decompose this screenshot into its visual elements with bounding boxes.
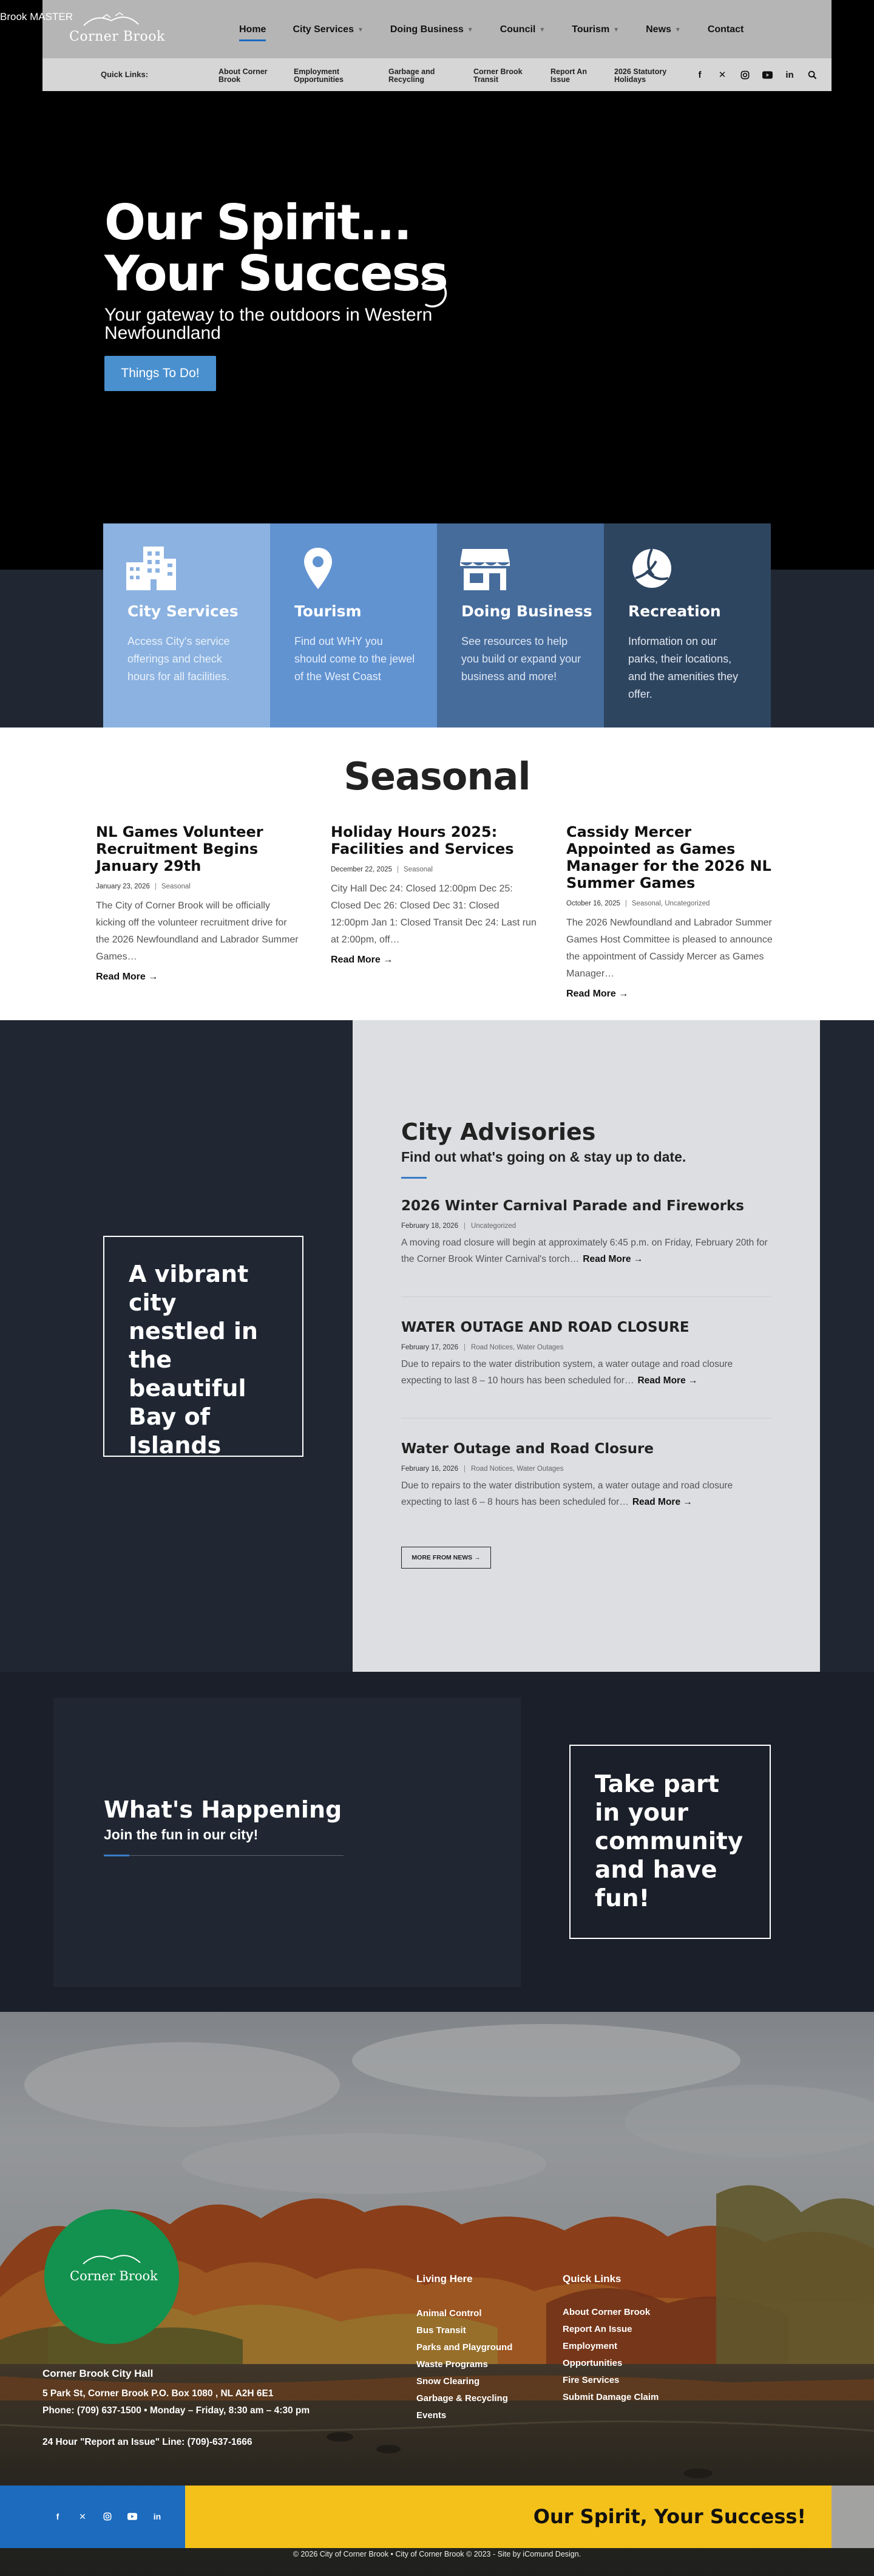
x-icon[interactable]: ✕	[79, 2511, 86, 2521]
footer-quick-links-list	[563, 2304, 659, 2406]
post-excerpt: The 2026 Newfoundland and Labrador Summer Games Host Committee is pleased to announce the appointment of Cassidy Mercer as Games Manager…	[566, 918, 773, 979]
storefront-icon	[459, 544, 511, 593]
advisory-title[interactable]: WATER OUTAGE AND ROAD CLOSURE	[401, 1320, 689, 1335]
site-title-label: Brook MASTER	[0, 11, 73, 22]
seal-text: Corner Brook	[70, 2269, 158, 2283]
footer-link[interactable]: Employment Opportunities	[563, 2341, 623, 2368]
city-buildings-icon	[125, 544, 177, 593]
nav-item-doing-business[interactable]	[377, 21, 487, 39]
city-hall-address: 5 Park St, Corner Brook P.O. Box 1080 , NL A2H 6E1	[42, 2388, 274, 2399]
nav-label: Council	[500, 24, 536, 35]
footer-link[interactable]: About Corner Brook	[563, 2307, 651, 2317]
post-meta	[566, 900, 773, 907]
card-title: City Services	[127, 602, 239, 620]
copyright-text: © 2026 City of Corner Brook • City of Corner Brook © 2023 - Site by iComund Design.	[293, 2550, 581, 2558]
card-title: Tourism	[294, 602, 362, 620]
chevron-down-icon: ▼	[613, 27, 620, 33]
post-category[interactable]: Seasonal	[161, 883, 191, 890]
take-part-text: Take part in your community and have fun!	[595, 1771, 744, 1912]
quick-link-employment[interactable]: Employment Opportunities	[294, 67, 344, 84]
advisory-excerpt	[401, 1356, 771, 1389]
whats-happening-subtitle: Join the fun in our city!	[104, 1827, 259, 1842]
advisory-item	[401, 1198, 771, 1267]
meta-separator: |	[397, 866, 399, 873]
advisory-date: February 18, 2026	[401, 1222, 458, 1230]
linkedin-icon[interactable]: in	[785, 69, 794, 80]
advisory-excerpt-text: Due to repairs to the water distribution system, a water outage and road closure expecting to last 6 – 8 hours has been scheduled for…	[401, 1481, 733, 1507]
post-card	[331, 823, 537, 966]
report-issue-line: 24 Hour "Report an Issue" Line: (709)-637-1666	[42, 2437, 252, 2447]
footer-link[interactable]: Snow Clearing	[416, 2376, 480, 2387]
quick-links-label: Quick Links:	[101, 70, 149, 79]
post-title[interactable]: NL Games Volunteer Recruitment Begins January 29th	[96, 823, 263, 874]
vibrant-city-text: A vibrant city nestled in the beautiful Bay of Islands	[129, 1261, 258, 1459]
post-card	[566, 823, 773, 1000]
living-here-list	[416, 2305, 512, 2424]
advisory-category[interactable]: Uncategorized	[470, 1222, 517, 1230]
card-recreation[interactable]	[604, 523, 771, 727]
header-social-icons	[692, 67, 820, 83]
main-nav-bar	[42, 0, 832, 58]
nav-item-home[interactable]	[226, 21, 279, 39]
living-here-heading: Living Here	[416, 2273, 473, 2285]
volleyball-icon	[626, 544, 678, 593]
footer-link[interactable]: Events	[416, 2410, 447, 2421]
advisory-divider	[401, 1418, 771, 1419]
site-logo[interactable]	[66, 7, 165, 51]
seal-birds-icon	[78, 2247, 145, 2269]
card-text: Find out WHY you should come to the jewel of the West Coast	[294, 635, 415, 683]
advisory-item	[401, 1441, 771, 1510]
post-date: October 16, 2025	[566, 900, 620, 907]
post-date: December 22, 2025	[331, 866, 393, 873]
read-more-link[interactable]: Read More →	[637, 1375, 698, 1386]
advisory-meta	[401, 1465, 771, 1473]
advisory-title[interactable]: Water Outage and Road Closure	[401, 1441, 654, 1457]
nav-item-council[interactable]	[487, 21, 559, 39]
footer-slogan: Our Spirit, Your Success!	[533, 2505, 806, 2528]
read-more-link[interactable]: Read More →	[632, 1497, 693, 1507]
footer-link[interactable]: Animal Control	[416, 2308, 482, 2319]
primary-nav	[226, 21, 757, 39]
slogan-bar-edge	[832, 2486, 874, 2548]
card-title: Doing Business	[461, 602, 592, 620]
advisories-subtitle: Find out what's going on & stay up to date.	[401, 1149, 686, 1165]
nav-label: Tourism	[572, 24, 610, 35]
quick-link-about[interactable]: About Corner Brook	[218, 67, 268, 84]
things-to-do-button[interactable]: Things To Do!	[104, 356, 216, 391]
title-underline	[401, 1177, 427, 1179]
x-icon[interactable]: ✕	[718, 70, 727, 80]
advisory-date: February 16, 2026	[401, 1465, 458, 1473]
chevron-down-icon: ▼	[467, 27, 473, 33]
footer-link[interactable]: Bus Transit	[416, 2325, 466, 2336]
vibrant-city-box	[103, 1236, 303, 1457]
advisory-excerpt-text: Due to repairs to the water distribution system, a water outage and road closure expecting to last 8 – 10 hours has been scheduled for…	[401, 1359, 733, 1386]
advisory-category[interactable]: Road Notices, Water Outages	[470, 1465, 564, 1473]
nav-item-news[interactable]	[632, 21, 694, 39]
chevron-down-icon: ▼	[674, 27, 681, 33]
search-icon[interactable]	[804, 67, 820, 83]
meta-separator: |	[463, 1465, 466, 1473]
chevron-down-icon: ▼	[357, 27, 364, 33]
quick-link-transit[interactable]: Corner Brook Transit	[473, 67, 523, 84]
post-excerpt: City Hall Dec 24: Closed 12:00pm Dec 25: Closed Dec 26: Closed Dec 31: Closed 12:00pm Jan 1: Closed Transit Dec 24: Last run at 2:00pm, off…	[331, 884, 537, 945]
city-hall-heading: Corner Brook City Hall	[42, 2368, 154, 2379]
quick-link-report[interactable]: Report An Issue	[550, 67, 587, 84]
post-category[interactable]: Seasonal, Uncategorized	[631, 900, 710, 907]
footer-city-seal[interactable]	[44, 2209, 179, 2344]
quick-links-bar	[42, 58, 832, 91]
footer-link[interactable]: Fire Services	[563, 2375, 620, 2385]
nav-label: City Services	[293, 24, 354, 35]
card-text: Access City's service offerings and check hours for all facilities.	[127, 635, 230, 683]
hero-title-line1: Our Spirit...	[104, 194, 411, 251]
footer-link[interactable]: Report An Issue	[563, 2324, 632, 2334]
nav-label: Doing Business	[390, 24, 464, 35]
nav-label: Home	[239, 24, 266, 35]
nav-item-contact[interactable]	[694, 21, 757, 39]
advisory-title[interactable]: 2026 Winter Carnival Parade and Fireworks	[401, 1198, 744, 1214]
quick-link-garbage[interactable]: Garbage and Recycling	[388, 67, 435, 84]
take-part-box	[569, 1745, 771, 1939]
read-more-link[interactable]: Read More →	[566, 989, 629, 999]
read-more-link[interactable]: Read More →	[583, 1254, 643, 1264]
seasonal-heading: Seasonal	[344, 754, 530, 799]
advisory-excerpt-text: A moving road closure will begin at approximately 6:45 p.m. on Friday, February 20th for the Corner Brook Winter Carnival's torch…	[401, 1238, 768, 1264]
meta-separator: |	[463, 1222, 466, 1230]
post-meta	[96, 883, 302, 890]
whats-happening-title: What's Happening	[104, 1796, 342, 1823]
nav-label: News	[646, 24, 671, 35]
post-excerpt: The City of Corner Brook will be officially kicking off the volunteer recruitment drive for the 2026 Newfoundland and Labrador Summer Games…	[96, 901, 299, 962]
linkedin-icon[interactable]: in	[153, 2512, 161, 2521]
meta-separator: |	[463, 1344, 466, 1351]
read-more-link[interactable]: Read More →	[331, 955, 393, 965]
card-city-services[interactable]	[103, 523, 270, 727]
advisory-meta	[401, 1344, 771, 1351]
instagram-icon[interactable]	[737, 67, 753, 83]
nav-item-city-services[interactable]	[279, 21, 376, 39]
post-card	[96, 823, 302, 983]
meta-separator: |	[625, 900, 627, 907]
card-tourism[interactable]	[270, 523, 437, 727]
site-header	[42, 0, 832, 91]
footer-link[interactable]: Garbage & Recycling	[416, 2393, 508, 2404]
youtube-icon[interactable]	[759, 67, 775, 83]
hero-title-line2: Your Success	[104, 245, 447, 302]
facebook-icon[interactable]: f	[56, 2512, 59, 2521]
advisory-excerpt	[401, 1477, 771, 1510]
hero-title	[104, 194, 447, 302]
quick-link-holidays[interactable]: 2026 Statutory Holidays	[614, 67, 667, 84]
city-hall-phone: Phone: (709) 637-1500 • Monday – Friday, 8:30 am – 4:30 pm	[42, 2405, 310, 2416]
read-more-link[interactable]: Read More →	[96, 972, 158, 982]
footer-link[interactable]: Parks and Playground	[416, 2342, 513, 2353]
advisory-category[interactable]: Road Notices, Water Outages	[470, 1344, 564, 1351]
logo-birds-icon	[78, 7, 144, 32]
advisory-date: February 17, 2026	[401, 1344, 458, 1351]
chevron-down-icon: ▼	[539, 27, 546, 33]
nav-item-tourism[interactable]	[558, 21, 632, 39]
post-meta	[331, 866, 537, 873]
advisory-excerpt	[401, 1235, 771, 1267]
advisory-meta	[401, 1222, 771, 1230]
post-date: January 23, 2026	[96, 883, 150, 890]
hero-subtitle: Your gateway to the outdoors in Western Newfoundland	[104, 305, 433, 343]
card-doing-business[interactable]	[437, 523, 604, 727]
post-category[interactable]: Seasonal	[404, 866, 433, 873]
post-title[interactable]: Holiday Hours 2025: Facilities and Services	[331, 823, 514, 857]
card-text: See resources to help you build or expand your business and more!	[461, 635, 581, 683]
advisory-item	[401, 1320, 771, 1389]
footer-link[interactable]: Submit Damage Claim	[563, 2392, 659, 2402]
footer-quick-links-heading: Quick Links	[563, 2273, 622, 2285]
card-title: Recreation	[628, 602, 721, 620]
more-from-news-button[interactable]: MORE FROM NEWS →	[401, 1547, 491, 1569]
card-text: Information on our parks, their locations, and the amenities they offer.	[628, 635, 739, 700]
advisories-title: City Advisories	[401, 1119, 596, 1145]
divider-line	[104, 1855, 344, 1856]
nav-label: Contact	[707, 24, 744, 35]
footer-link[interactable]: Waste Programs	[416, 2359, 488, 2370]
post-title[interactable]: Cassidy Mercer Appointed as Games Manager for the 2026 NL Summer Games	[566, 823, 771, 891]
meta-separator: |	[154, 883, 157, 890]
map-pin-icon	[292, 544, 344, 593]
title-underline	[104, 1855, 129, 1856]
facebook-icon[interactable]: f	[698, 69, 702, 80]
logo-text: Corner Brook	[69, 29, 165, 44]
